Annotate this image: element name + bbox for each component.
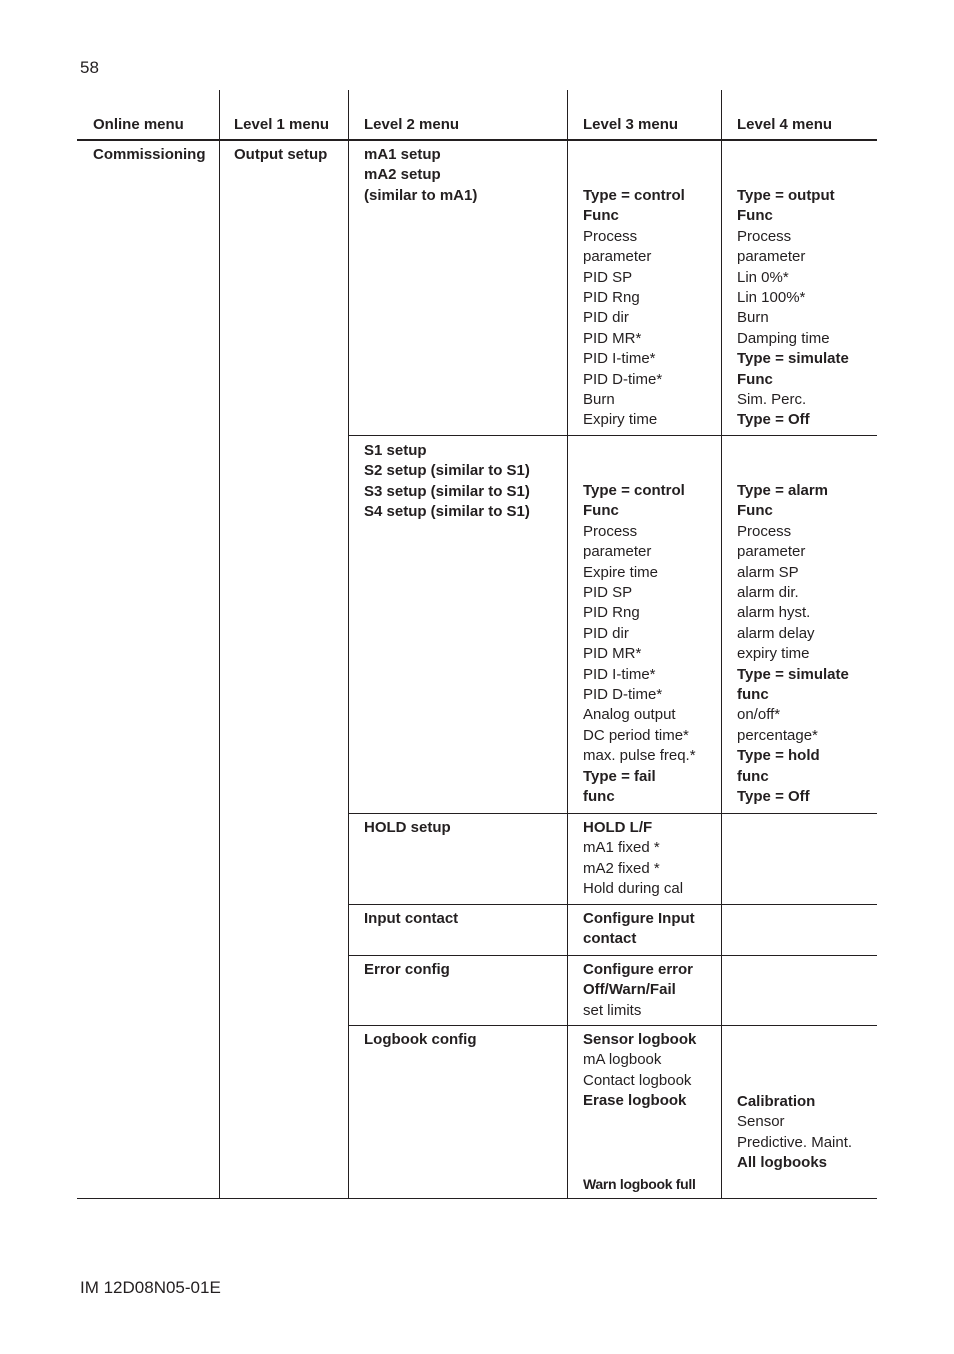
menu-entry: Func <box>583 207 619 225</box>
menu-entry: percentage* <box>737 726 818 744</box>
menu-entry: Burn <box>583 391 615 409</box>
menu-entry: parameter <box>583 248 652 266</box>
menu-entry: PID D-time* <box>583 370 663 388</box>
row-hold-level2 <box>364 818 451 838</box>
menu-entry: alarm SP <box>737 563 799 581</box>
menu-entry: PID dir <box>583 309 629 327</box>
menu-entry: Process <box>583 522 638 540</box>
menu-entry: PID D-time* <box>583 686 663 704</box>
row-input-level2 <box>364 909 458 929</box>
menu-entry: All logbooks <box>737 1154 827 1172</box>
menu-entry: Calibration <box>737 1093 816 1110</box>
menu-entry: Process <box>737 227 792 245</box>
menu-entry: func <box>583 788 615 806</box>
online-menu-cell: Commissioning <box>93 146 206 163</box>
menu-entry: DC period time* <box>583 726 689 744</box>
menu-entry: func <box>737 686 769 704</box>
menu-entry: Sensor logbook <box>583 1031 697 1048</box>
menu-entry: HOLD setup <box>364 819 451 836</box>
menu-entry: Func <box>583 502 619 520</box>
menu-entry: PID I-time* <box>583 665 656 683</box>
menu-entry: Func <box>737 370 773 388</box>
menu-entry: PID MR* <box>583 329 642 347</box>
menu-entry: on/off* <box>737 706 781 724</box>
row-divider <box>348 813 877 814</box>
row-logbook-level4 <box>737 1092 852 1174</box>
menu-entry: Type = output <box>737 187 835 204</box>
menu-entry: Type = control <box>583 482 685 499</box>
menu-entry: set limits <box>583 1001 642 1019</box>
menu-entry: max. pulse freq.* <box>583 747 696 765</box>
menu-entry: Type = Off <box>737 411 810 429</box>
menu-entry: Func <box>737 502 773 520</box>
menu-entry: PID SP <box>583 268 633 286</box>
menu-entry: Type = control <box>583 187 685 204</box>
menu-entry: mA logbook <box>583 1051 662 1069</box>
menu-entry: parameter <box>583 543 652 561</box>
menu-entry: Expire time <box>583 563 659 581</box>
col-divider <box>721 90 722 1199</box>
header-level4-menu: Level 4 menu <box>737 116 833 133</box>
menu-entry: mA2 fixed * <box>583 859 660 877</box>
menu-entry: Error config <box>364 961 450 978</box>
row-error-level3 <box>583 960 693 1021</box>
row-error-level2 <box>364 960 450 980</box>
level1-cell: Output setup <box>234 146 328 163</box>
menu-entry: Erase logbook <box>583 1092 687 1110</box>
row-logbook-level2 <box>364 1030 476 1050</box>
menu-entry: parameter <box>737 543 806 561</box>
table-bottom-rule <box>77 1198 877 1199</box>
menu-entry: Lin 0%* <box>737 268 789 286</box>
row-divider <box>348 435 877 436</box>
page-number: 58 <box>80 58 99 77</box>
menu-entry: Configure error <box>583 961 694 978</box>
row-s-level2 <box>364 441 530 523</box>
menu-entry: Configure Input <box>583 910 695 927</box>
menu-entry: HOLD L/F <box>583 819 653 836</box>
menu-entry: contact <box>583 930 637 948</box>
row-ma-level4 <box>737 186 849 431</box>
row-s-level3 <box>583 481 696 808</box>
menu-entry: S1 setup <box>364 442 427 459</box>
menu-entry: Predictive. Maint. <box>737 1133 853 1151</box>
header-level2-menu: Level 2 menu <box>364 116 460 133</box>
row-divider <box>348 904 877 905</box>
menu-entry: func <box>737 767 769 785</box>
row-divider <box>348 1025 877 1026</box>
col-divider <box>348 90 349 1199</box>
menu-entry: Func <box>737 207 773 225</box>
document-id-footer: IM 12D08N05-01E <box>80 1278 221 1297</box>
menu-entry: mA1 setup <box>364 146 441 163</box>
menu-entry: Expiry time <box>583 411 658 429</box>
menu-entry: Type = simulate <box>737 665 849 683</box>
menu-entry: Process <box>737 522 792 540</box>
menu-entry: Contact logbook <box>583 1071 692 1089</box>
menu-entry: alarm delay <box>737 624 815 642</box>
menu-entry: Analog output <box>583 706 676 724</box>
menu-entry: alarm hyst. <box>737 604 811 622</box>
menu-entry: mA2 setup <box>364 166 441 184</box>
menu-entry: S4 setup (similar to S1) <box>364 503 530 521</box>
header-level3-menu: Level 3 menu <box>583 116 679 133</box>
menu-entry: Type = simulate <box>737 350 849 368</box>
row-ma-level2 <box>364 145 477 206</box>
menu-entry: PID Rng <box>583 604 640 622</box>
menu-entry: Damping time <box>737 329 830 347</box>
row-s-level4 <box>737 481 849 808</box>
menu-entry: Sim. Perc. <box>737 391 807 409</box>
header-level1-menu: Level 1 menu <box>234 116 330 133</box>
menu-entry: S3 setup (similar to S1) <box>364 482 530 500</box>
menu-entry: Sensor <box>737 1113 785 1131</box>
row-input-level3 <box>583 909 695 950</box>
col-divider <box>567 90 568 1199</box>
menu-entry: PID Rng <box>583 289 640 307</box>
row-hold-level3 <box>583 818 683 900</box>
row-ma-level3 <box>583 186 685 431</box>
row-logbook-level3-extra: Warn logbook full <box>583 1176 696 1192</box>
row-divider <box>348 955 877 956</box>
menu-entry: Type = hold <box>737 747 820 765</box>
menu-entry: PID SP <box>583 584 633 602</box>
menu-entry: (similar to mA1) <box>364 186 478 204</box>
menu-entry: PID I-time* <box>583 350 656 368</box>
menu-entry: parameter <box>737 248 806 266</box>
menu-entry: Logbook config <box>364 1031 477 1048</box>
menu-entry: PID dir <box>583 624 629 642</box>
menu-entry: expiry time <box>737 645 810 663</box>
menu-entry: alarm dir. <box>737 584 799 602</box>
menu-entry: Off/Warn/Fail <box>583 981 676 999</box>
col-divider <box>219 90 220 1199</box>
header-online-menu: Online menu <box>93 116 184 133</box>
menu-entry: Lin 100%* <box>737 289 806 307</box>
menu-entry: Input contact <box>364 910 459 927</box>
menu-entry: mA1 fixed * <box>583 839 660 857</box>
menu-entry: Burn <box>737 309 769 327</box>
menu-entry: S2 setup (similar to S1) <box>364 462 530 480</box>
menu-entry: Process <box>583 227 638 245</box>
menu-entry: PID MR* <box>583 645 642 663</box>
menu-entry: Type = alarm <box>737 482 829 499</box>
menu-entry: Type = Off <box>737 788 810 806</box>
menu-entry: Hold during cal <box>583 880 684 898</box>
menu-entry: Type = fail <box>583 767 656 785</box>
header-rule <box>77 139 877 141</box>
row-logbook-level3 <box>583 1030 696 1112</box>
